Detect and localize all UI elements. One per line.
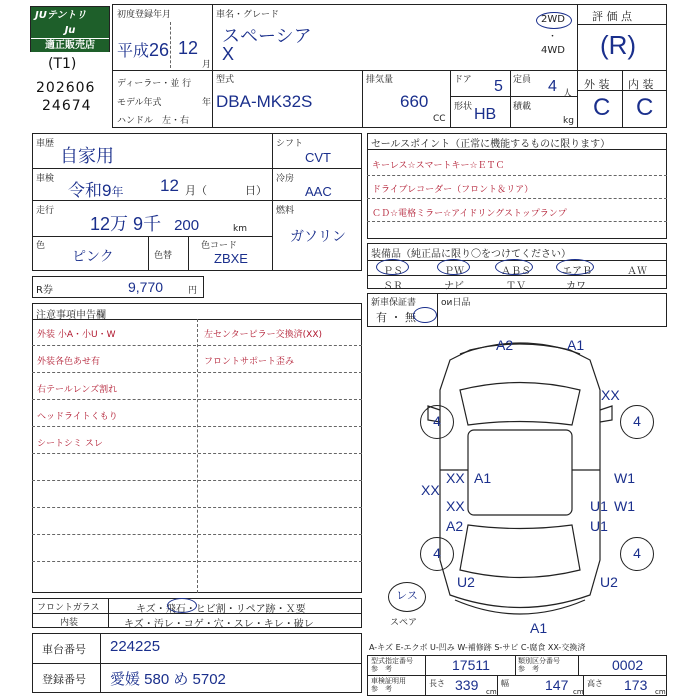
shift-label: シフト bbox=[276, 139, 304, 149]
drive-dot: ・ bbox=[548, 32, 558, 42]
length-unit: cm bbox=[486, 688, 497, 696]
interior-label: 内 装 bbox=[628, 78, 654, 91]
mark-door-right-2: U1 bbox=[590, 498, 608, 514]
class-num-value: 0002 bbox=[612, 657, 644, 673]
dealer-label: ディーラー・並 行 bbox=[117, 79, 192, 89]
exterior-label: 外 装 bbox=[584, 78, 610, 91]
class-num-label: 類別区分番号 参 考 bbox=[518, 657, 560, 673]
height-label: 高さ bbox=[587, 679, 603, 688]
inspection-label: 車検 bbox=[36, 174, 55, 184]
mark-door-left-1: XX bbox=[446, 470, 465, 486]
plate-value: 愛媛 580 め 5702 bbox=[110, 671, 226, 688]
cert-label: 車検証明用 参 考 bbox=[371, 677, 406, 693]
model-year-label: モデル年式 bbox=[117, 98, 162, 108]
mark-door-left-2: A1 bbox=[474, 470, 492, 486]
capacity-unit: 人 bbox=[563, 89, 573, 99]
lot-tag: (T1) bbox=[48, 56, 77, 72]
capacity-value: 4 bbox=[548, 78, 557, 95]
mark-door-left-4: A2 bbox=[446, 518, 464, 534]
mark-rear-left: U2 bbox=[457, 574, 475, 590]
sales-point-2: ドライブレコーダー（フロント＆リア） bbox=[372, 185, 534, 195]
mark-front-right: A1 bbox=[567, 337, 585, 353]
width-value: 147 bbox=[545, 677, 569, 693]
note-left-5: シートシミ スレ bbox=[37, 439, 103, 449]
handle-label: ハンドル 左・右 bbox=[117, 116, 190, 126]
exterior-grade: C bbox=[593, 94, 611, 121]
inspection-month: 12 bbox=[160, 176, 179, 195]
mark-pillar-left: XX bbox=[421, 482, 440, 498]
note-right-1: 左センターピラー交換済(XX) bbox=[204, 330, 322, 340]
note-left-2: 外装各色あせ有 bbox=[37, 357, 101, 367]
tire-rear-right: 4 bbox=[620, 537, 654, 571]
chip-circle bbox=[167, 598, 197, 613]
equip-leather: カワ bbox=[566, 281, 586, 292]
chassis-label: 車台番号 bbox=[42, 643, 86, 656]
legend-text: A-キズ E-エクボ U-凹み W-補修跡 S-サビ C-腐食 XX-交換済 bbox=[369, 643, 586, 652]
inspection-date: 令和9年 bbox=[68, 181, 124, 200]
rating-label: 評 価 点 bbox=[592, 10, 632, 23]
notes-title: 注意事項申告欄 bbox=[36, 310, 106, 321]
ju-logo bbox=[30, 6, 110, 52]
recorder-label: ои日品 bbox=[441, 298, 471, 308]
interior-grade: C bbox=[636, 94, 654, 121]
model-label: 型式 bbox=[216, 75, 235, 85]
length-value: 339 bbox=[455, 677, 479, 693]
note-left-1: 外装 小A・小U・W bbox=[37, 330, 116, 340]
type-num-value: 17511 bbox=[452, 657, 490, 673]
logo-brand: JUテントリ bbox=[31, 7, 109, 24]
shape-label: 形状 bbox=[454, 102, 473, 112]
equip-sr: ＳＲ bbox=[383, 281, 403, 292]
mark-door-left-3: XX bbox=[446, 498, 465, 514]
mileage-label: 走行 bbox=[36, 206, 55, 216]
reg-era: 平成 bbox=[117, 43, 150, 60]
tire-rear-left: 4 bbox=[420, 537, 454, 571]
shift-value: CVT bbox=[305, 150, 331, 165]
front-glass-label: フロントガラス bbox=[37, 603, 100, 613]
recycle-box bbox=[32, 276, 204, 298]
lot-number-1: 202606 bbox=[36, 80, 96, 96]
warranty-label: 新車保証書 bbox=[371, 298, 417, 308]
sales-point-1: キーレス☆スマートキー☆ＥＴＣ bbox=[372, 161, 505, 171]
mark-rear-right: U2 bbox=[600, 574, 618, 590]
year-unit: 年 bbox=[202, 98, 212, 108]
ac-value: AAC bbox=[305, 184, 332, 199]
reg-year: 26 bbox=[149, 40, 170, 60]
height-unit: cm bbox=[655, 688, 666, 696]
pw-circle bbox=[437, 259, 470, 275]
plate-label: 登録番号 bbox=[42, 673, 86, 686]
height-value: 173 bbox=[624, 677, 648, 693]
displacement-label: 排気量 bbox=[366, 75, 394, 85]
equip-abs: ＡＢＳ bbox=[501, 266, 531, 277]
inspection-month-unit: 月（ bbox=[185, 184, 207, 197]
width-unit: cm bbox=[573, 688, 584, 696]
rating-value: (R) bbox=[600, 30, 637, 60]
equip-navi: ナビ bbox=[444, 281, 464, 292]
km-unit: km bbox=[233, 224, 247, 234]
car-grade: X bbox=[222, 44, 235, 64]
mark-front-left: A2 bbox=[496, 337, 514, 353]
equip-aw: ＡＷ bbox=[627, 266, 647, 277]
recycle-label: R券 bbox=[36, 285, 53, 296]
note-left-4: ヘッドライトくもり bbox=[37, 412, 118, 422]
ac-label: 冷房 bbox=[276, 174, 295, 184]
mark-door-right-1: W1 bbox=[614, 470, 635, 486]
load-label: 積載 bbox=[513, 102, 532, 112]
reg-month: 12 bbox=[178, 38, 199, 58]
kind-label: 車歴 bbox=[36, 139, 55, 149]
car-name: スペーシア bbox=[222, 26, 312, 46]
equipment-title: 装備品（純正品に限り〇をつけてください） bbox=[371, 249, 571, 260]
abs-circle bbox=[495, 259, 533, 275]
mileage: 12万 9千 200 bbox=[90, 214, 200, 234]
airbag-circle bbox=[556, 259, 594, 275]
ps-circle bbox=[376, 259, 409, 275]
equip-tv: ＴＶ bbox=[506, 281, 526, 292]
capacity-label: 定員 bbox=[513, 75, 532, 85]
tire-front-left: 4 bbox=[420, 405, 454, 439]
front-glass-value: キズ・飛石・ヒビ割・リペア跡・Ｘ要 bbox=[136, 604, 306, 615]
month-unit: 月 bbox=[202, 60, 212, 70]
lot-number-2: 24674 bbox=[42, 98, 92, 114]
kind-value: 自家用 bbox=[60, 146, 114, 166]
color-code-label: 色コード bbox=[201, 241, 238, 251]
mark-door-right-3: W1 bbox=[614, 498, 635, 514]
note-right-2: フロントサポート歪み bbox=[204, 357, 295, 367]
displacement-value: 660 bbox=[400, 92, 429, 111]
name-grade-label: 車名・グレード bbox=[216, 10, 280, 20]
doors-value: 5 bbox=[494, 78, 503, 95]
sales-points-title: セールスポイント（正常に機能するものに限ります） bbox=[371, 139, 611, 150]
model-value: DBA-MK32S bbox=[216, 92, 313, 111]
chassis-value: 224225 bbox=[110, 638, 161, 655]
mark-fender-right: XX bbox=[601, 387, 620, 403]
recycle-value: 9,770 bbox=[128, 279, 164, 295]
recolor-label: 色替 bbox=[154, 251, 173, 261]
fuel-value: ガソリン bbox=[290, 228, 346, 244]
color-value: ピンク bbox=[72, 248, 114, 264]
first-reg-label: 初度登録年月 bbox=[117, 10, 172, 20]
recycle-unit: 円 bbox=[188, 286, 198, 296]
fuel-label: 燃料 bbox=[276, 206, 295, 216]
color-label: 色 bbox=[36, 241, 46, 251]
cc-unit: CC bbox=[433, 114, 446, 124]
interior-cond-label: 内装 bbox=[60, 618, 79, 628]
shape-value: HB bbox=[474, 106, 497, 123]
warranty-value: 有 ・ 無 bbox=[376, 311, 416, 324]
mark-rear-bumper: A1 bbox=[530, 620, 548, 636]
mark-door-right-4: U1 bbox=[590, 518, 608, 534]
logo-mark: Ju bbox=[31, 24, 109, 38]
inspection-day-unit: 日） bbox=[245, 184, 267, 197]
equip-ps: ＰＳ bbox=[383, 266, 403, 277]
drive-4wd: 4WD bbox=[541, 45, 565, 56]
interior-cond-value: キズ・汚レ・コゲ・穴・スレ・キレ・破レ bbox=[124, 619, 314, 630]
logo-store: 適正販売店 bbox=[31, 38, 109, 52]
spare-label: スペア bbox=[390, 618, 418, 628]
length-label: 長さ bbox=[429, 679, 445, 688]
equip-airbag: エアＢ bbox=[562, 266, 592, 277]
spare-tire: レス bbox=[388, 582, 426, 612]
header-box bbox=[112, 4, 667, 128]
tire-front-right: 4 bbox=[620, 405, 654, 439]
type-num-label: 型式指定番号 参 考 bbox=[371, 657, 413, 673]
sales-point-3: ＣＤ☆電格ミラー☆アイドリングストップランプ bbox=[372, 209, 567, 219]
drive-2wd: 2WD bbox=[541, 14, 565, 25]
color-code: ZBXE bbox=[214, 251, 248, 266]
note-left-3: 右テールレンズ割れ bbox=[37, 385, 118, 395]
door-label: ドア bbox=[454, 75, 472, 85]
warranty-none-circle bbox=[413, 307, 437, 323]
equip-pw: ＰＷ bbox=[444, 266, 464, 277]
kg-unit: kg bbox=[563, 116, 574, 126]
width-label: 幅 bbox=[501, 679, 509, 688]
